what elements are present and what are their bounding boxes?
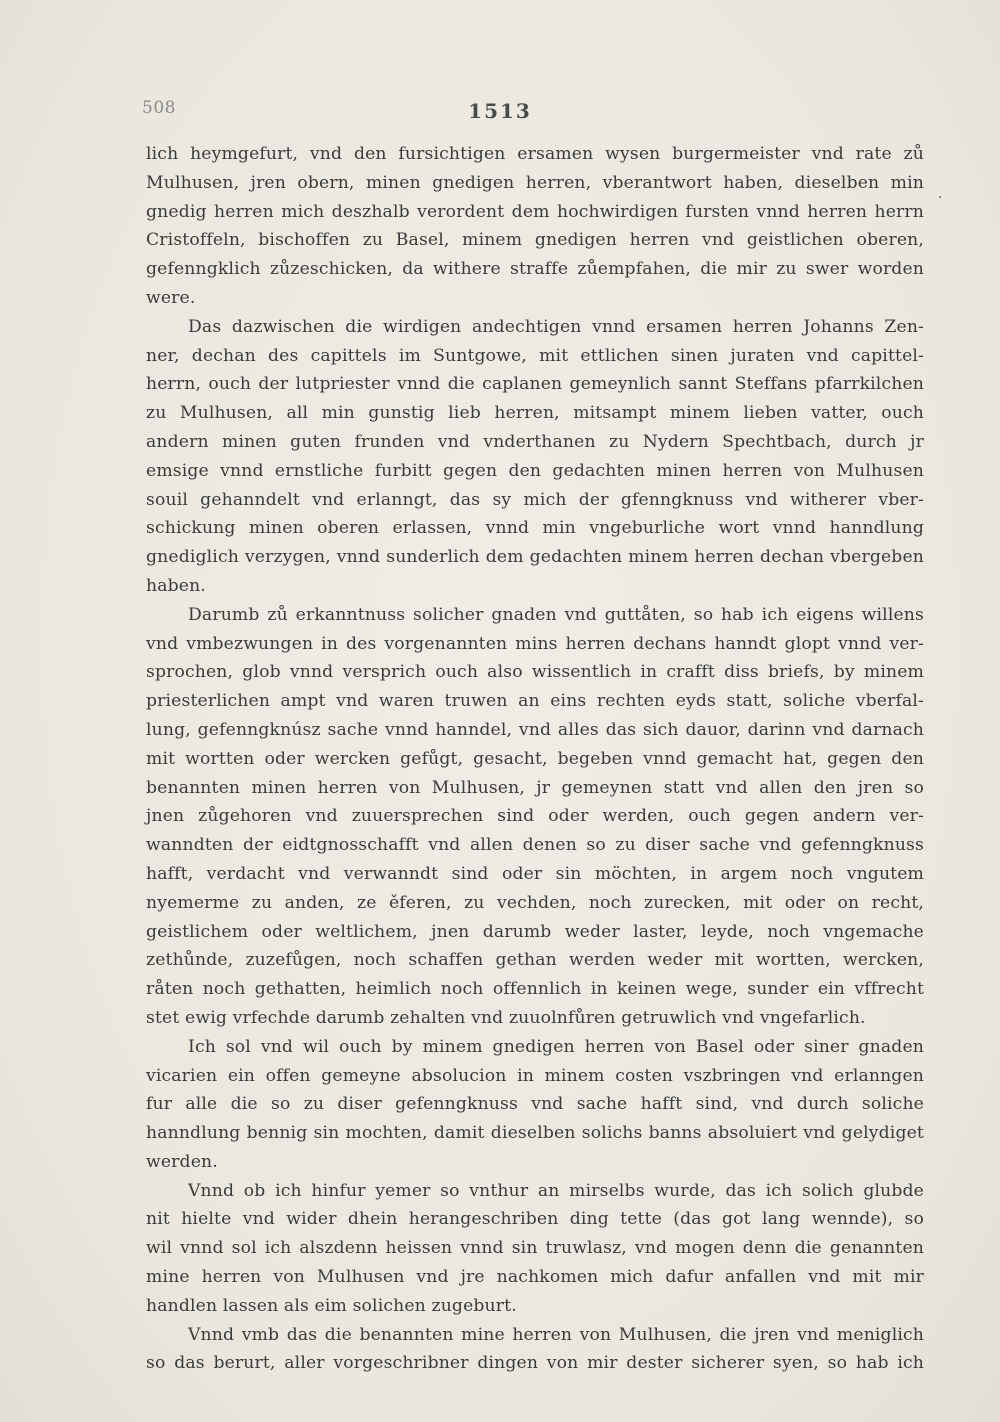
- text-line: werden.: [146, 1151, 218, 1172]
- text-line: Vnnd vmb das die benannten mine herren von Mulhusen, die jren vnd meniglich: [188, 1324, 924, 1345]
- text-line: stet ewig vrfechde darumb zehalten vnd zuuolnfůren getruwlich vnd vngefarlich.: [146, 1007, 866, 1028]
- page-heading-year: 1513: [468, 99, 532, 123]
- text-line: haben.: [146, 575, 206, 596]
- margin-dot: .: [938, 186, 943, 202]
- text-line: Cristoffeln, bischoffen zu Basel, minem gnedigen herren vnd geistlichen oberen,: [146, 230, 924, 251]
- text-line: schickung minen oberen erlassen, vnnd min vngeburliche wort vnnd hanndlung: [146, 518, 924, 539]
- text-line: mit wortten oder wercken gefůgt, gesacht, begeben vnnd gemacht hat, gegen den: [146, 748, 924, 769]
- text-line: wil vnnd sol ich alszdenn heissen vnnd sin truwlasz, vnd mogen denn die genannten: [146, 1238, 924, 1259]
- text-line: sprochen, glob vnnd versprich ouch also wissentlich in crafft diss briefs, by minem: [146, 662, 924, 683]
- text-line: souil gehanndelt vnd erlanngt, das sy mich der gfenngknuss vnd witherer vber-: [146, 489, 924, 510]
- text-line: lung, gefenngknúsz sache vnnd hanndel, vnd alles das sich dauor, darinn vnd darnach: [146, 719, 924, 740]
- text-line: zethůnde, zuzefůgen, noch schaffen gethan werden weder mit wortten, wercken,: [146, 950, 924, 971]
- text-line: geistlichem oder weltlichem, jnen darumb weder laster, leyde, noch vngemache: [146, 921, 924, 942]
- text-line: zu Mulhusen, all min gunstig lieb herren, mitsampt minem lieben vatter, ouch: [146, 403, 924, 424]
- text-line: herrn, ouch der lutpriester vnnd die caplanen gemeynlich sannt Steffans pfarrkilchen: [146, 374, 924, 395]
- text-line: handlen lassen als eim solichen zugeburt.: [146, 1295, 517, 1316]
- text-line: were.: [146, 287, 196, 308]
- text-line: hanndlung bennig sin mochten, damit dieselben solichs banns absoluiert vnd gelydiget: [146, 1123, 924, 1144]
- text-line: nit hielte vnd wider dhein herangeschriben ding tette (das got lang wennde), so: [146, 1209, 924, 1230]
- text-line: so das berurt, aller vorgeschribner dingen von mir dester sicherer syen, so hab ich: [146, 1353, 924, 1374]
- page-number: 508: [142, 98, 176, 118]
- text-line: hafft, verdacht vnd verwanndt sind oder sin möchten, in argem noch vngutem: [146, 863, 924, 884]
- text-line: benannten minen herren von Mulhusen, jr gemeynen statt vnd allen den jren so: [146, 777, 924, 798]
- text-line: gnediglich verzygen, vnnd sunderlich dem gedachten minem herren dechan vbergeben: [146, 547, 924, 568]
- text-line: andern minen guten frunden vnd vnderthanen zu Nydern Spechtbach, durch jr: [146, 431, 924, 452]
- text-line: lich heymgefurt, vnd den fursichtigen ersamen wysen burgermeister vnd rate zů: [146, 144, 924, 164]
- text-line: Darumb zů erkanntnuss solicher gnaden vnd guttåten, so hab ich eigens willens: [188, 604, 924, 625]
- text-line: gnedig herren mich deszhalb verordent dem hochwirdigen fursten vnnd herren herrn: [146, 201, 924, 222]
- text-line: emsige vnnd ernstliche furbitt gegen den gedachten minen herren von Mulhusen: [146, 460, 924, 481]
- text-line: gefenngklich zůzeschicken, da withere straffe zůempfahen, die mir zu swer worden: [146, 259, 924, 280]
- text-line: Mulhusen, jren obern, minen gnedigen herren, vberantwort haben, dieselben min: [146, 172, 924, 193]
- text-line: fur alle die so zu diser gefenngknuss vnd sache hafft sind, vnd durch soliche: [146, 1094, 924, 1115]
- text-line: wanndten der eidtgnosschafft vnd allen denen so zu diser sache vnd gefenngknuss: [146, 835, 924, 856]
- text-line: mine herren von Mulhusen vnd jre nachkomen mich dafur anfallen vnd mit mir: [146, 1267, 924, 1288]
- text-line: vicarien ein offen gemeyne absolucion in minem costen vszbringen vnd erlanngen: [146, 1065, 924, 1086]
- text-line: Ich sol vnd wil ouch by minem gnedigen herren von Basel oder siner gnaden: [188, 1036, 924, 1057]
- text-line: jnen zůgehoren vnd zuuersprechen sind oder werden, ouch gegen andern ver-: [146, 806, 924, 827]
- text-line: priesterlichen ampt vnd waren truwen an eins rechten eyds statt, soliche vberfal-: [146, 691, 924, 712]
- text-line: vnd vmbezwungen in des vorgenannten mins herren dechans hanndt glopt vnnd ver-: [146, 633, 924, 654]
- text-line: Vnnd ob ich hinfur yemer so vnthur an mirselbs wurde, das ich solich glubde: [188, 1180, 924, 1201]
- body-text: [146, 140, 924, 1378]
- text-line: Das dazwischen die wirdigen andechtigen vnnd ersamen herren Johanns Zen-: [188, 316, 924, 337]
- text-line: nyemerme zu anden, ze ěferen, zu vechden, noch zurecken, mit oder on recht,: [146, 892, 924, 913]
- text-line: ner, dechan des capittels im Suntgowe, mit ettlichen sinen juraten vnd capittel-: [146, 345, 924, 366]
- text-line: råten noch gethatten, heimlich noch offennlich in keinen wege, sunder ein vffrecht: [146, 979, 924, 1000]
